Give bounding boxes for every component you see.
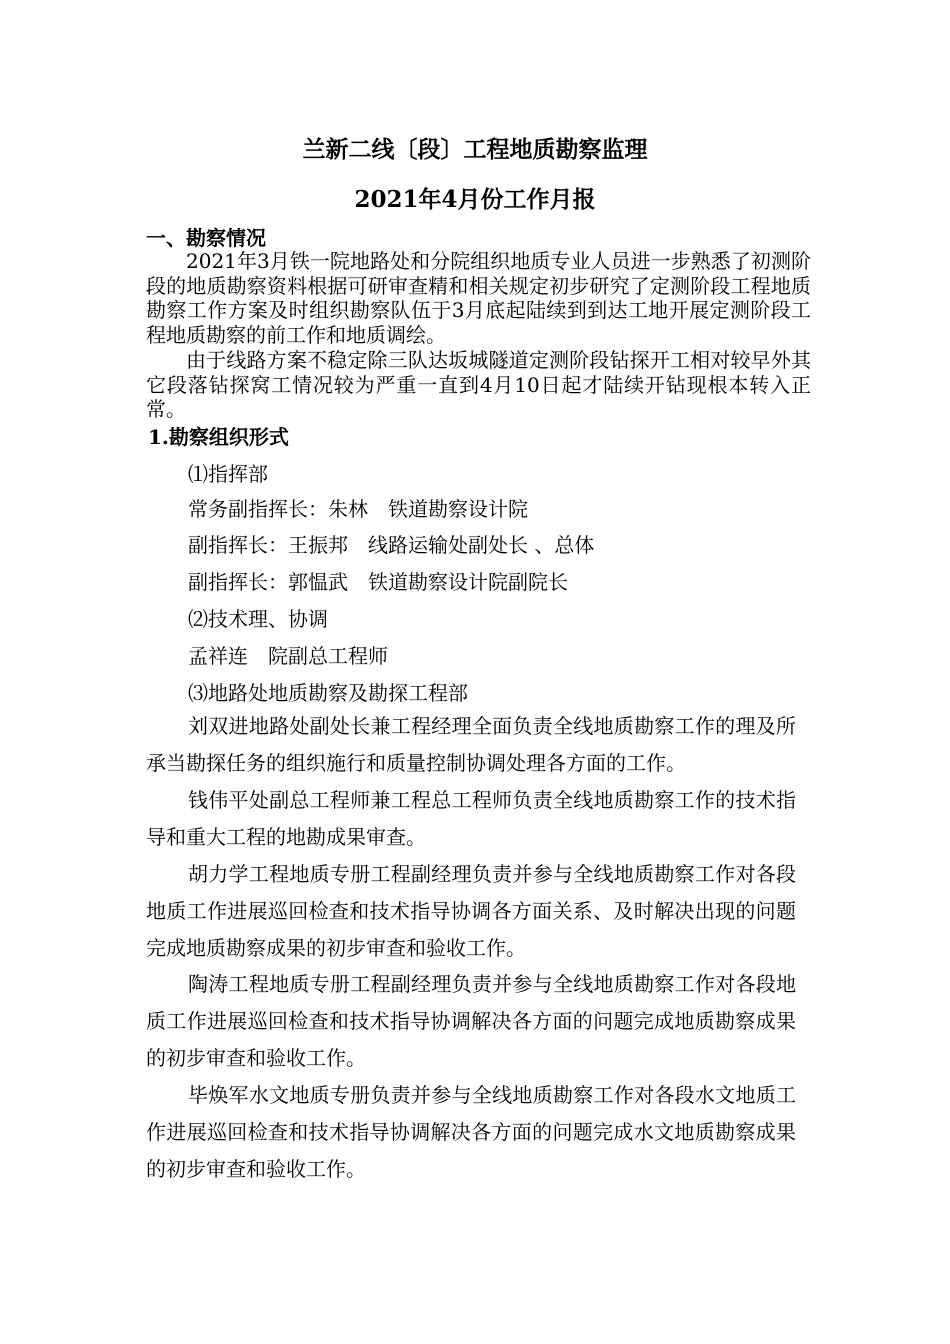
section-heading: 一、勘察情况 xyxy=(146,226,266,250)
list-item: 孟祥连 院副总工程师 xyxy=(188,644,388,668)
paragraph: 胡力学工程地质专册工程副经理负责并参与全线地质勘察工作对各段地质工作进展巡回检查和技术指导协调各方面关系、及时解决出现的问题完成地质勘察成果的初步审查和验收工作。 xyxy=(146,862,796,960)
list-item: 副指挥长：王振邦 线路运输处副处长 、总体 xyxy=(188,533,595,557)
paragraph: 钱伟平处副总工程师兼工程总工程师负责全线地质勘察工作的技术指导和重大工程的地勘成果审查。 xyxy=(146,788,796,849)
list-item: ⑵技术理、协调 xyxy=(188,607,328,631)
paragraph: 毕焕军水文地质专册负责并参与全线地质勘察工作对各段水文地质工作进展巡回检查和技术指导协调解决各方面的问题完成水文地质勘察成果的初步审查和验收工作。 xyxy=(146,1083,796,1181)
document-subtitle: 2021年4月份工作月报 xyxy=(354,186,596,213)
list-item: 常务副指挥长：朱林 铁道勘察设计院 xyxy=(188,497,528,521)
paragraph: 2021年3月铁一院地路处和分院组织地质专业人员进一步熟悉了初测阶段的地质勘察资料根据可研审查精和相关规定初步研究了定测阶段工程地质勘察工作方案及时组织勘察队伍于3月底起陆续到到达工地开展定测阶段工程地质勘察的前工作和地质调绘。 xyxy=(146,249,811,347)
list-item: ⑴指挥部 xyxy=(188,462,268,486)
paragraph: 刘双进地路处副处长兼工程经理全面负责全线地质勘察工作的理及所承当勘探任务的组织施行和质量控制协调处理各方面的工作。 xyxy=(146,714,796,775)
paragraph: 陶涛工程地质专册工程副经理负责并参与全线地质勘察工作对各段地质工作进展巡回检查和技术指导协调解决各方面的问题完成地质勘察成果的初步审查和验收工作。 xyxy=(146,972,796,1070)
document-title: 兰新二线〔段〕工程地质勘察监理 xyxy=(302,136,648,163)
list-item: 副指挥长：郭愠武 铁道勘察设计院副院长 xyxy=(188,570,568,594)
paragraph: 由于线路方案不稳定除三队达坂城隧道定测阶段钻探开工相对较早外其它段落钻探窝工情况较为严重一直到4月10日起才陆续开钻现根本转入正常。 xyxy=(146,348,811,421)
subsection-heading: 1.勘察组织形式 xyxy=(148,425,289,449)
list-item: ⑶地路处地质勘察及勘探工程部 xyxy=(188,681,468,705)
